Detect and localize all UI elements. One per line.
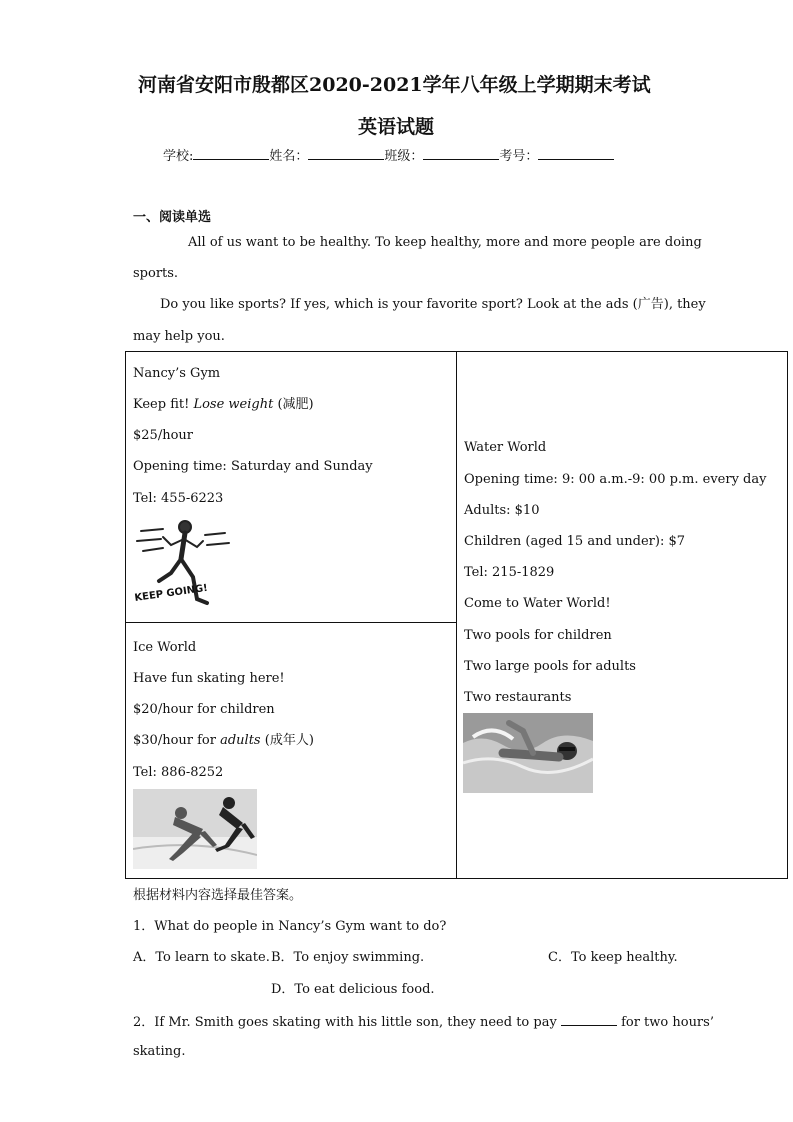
ice-tel: Tel: 886-8252 (133, 765, 224, 780)
runner-image (133, 515, 233, 613)
nancy-slogan (133, 397, 314, 413)
water-name: Water World (464, 440, 547, 455)
q2-stem-post: for two hours’ (616, 1015, 714, 1030)
nancy-tel: Tel: 455-6223 (133, 491, 224, 506)
intro-line-2: sports. (133, 266, 179, 281)
intro-line-4: may help you. (133, 329, 225, 344)
name-blank (308, 147, 384, 160)
q2-stem-pre: 2．If Mr. Smith goes skating with his little son, they need to pay (133, 1015, 561, 1030)
water-pools-adults: Two large pools for adults (464, 659, 636, 674)
q1-stem: 1．What do people in Nancy’s Gym want to do? (133, 919, 447, 934)
q2-stem (133, 1013, 714, 1031)
water-children: Children (aged 15 and under): $7 (464, 534, 686, 549)
water-restaurants: Two restaurants (464, 690, 572, 705)
q2-blank[interactable] (561, 1013, 617, 1026)
q1-option-c[interactable]: C．To keep healthy. (548, 950, 678, 965)
section-heading: 一、阅读单选 (133, 210, 212, 225)
skaters-image (133, 789, 257, 869)
ice-adults-post: (成年人) (260, 733, 314, 748)
name-label: 姓名： (269, 149, 309, 164)
ice-name: Ice World (133, 640, 197, 655)
ice-adults-em: adults (220, 733, 261, 748)
ice-fun: Have fun skating here! (133, 671, 285, 686)
school-label: 学校: (163, 149, 194, 164)
page-title: 河南省安阳市殷都区2020-2021学年八年级上学期期末考试 (138, 74, 651, 96)
class-blank (423, 147, 499, 160)
exam-no-label: 考号： (499, 149, 539, 164)
q1-option-d[interactable]: D．To eat delicious food. (271, 982, 435, 997)
q2-stem-line2: skating. (133, 1044, 186, 1059)
nancy-name: Nancy’s Gym (133, 366, 221, 381)
nancy-slogan-pre: Keep fit! (133, 397, 194, 412)
nancy-opening: Opening time: Saturday and Sunday (133, 459, 373, 474)
exam-no-blank (538, 147, 614, 160)
q1-option-b[interactable]: B．To enjoy swimming. (271, 950, 425, 965)
intro-line-3: Do you like sports? If yes, which is your favorite sport? Look at the ads (广告), they (160, 297, 706, 312)
water-tel: Tel: 215-1829 (464, 565, 555, 580)
runner-image-caption: KEEP GOING! (133, 582, 209, 604)
ice-adults-price (133, 733, 314, 749)
water-pools-children: Two pools for children (464, 628, 612, 643)
intro-line-1: All of us want to be healthy. To keep healthy, more and more people are doing (188, 235, 702, 250)
school-blank (193, 147, 269, 160)
swimmer-image (463, 713, 593, 793)
water-come: Come to Water World! (464, 596, 611, 611)
ice-children-price: $20/hour for children (133, 702, 275, 717)
questions-instruction: 根据材料内容选择最佳答案。 (133, 888, 303, 903)
page-subtitle: 英语试题 (358, 116, 435, 138)
q1-option-a[interactable]: A．To learn to skate. (133, 950, 270, 965)
info-fields (163, 147, 614, 165)
nancy-slogan-em: Lose weight (193, 397, 274, 412)
class-label: 班级： (384, 149, 424, 164)
nancy-slogan-post: (减肥) (273, 397, 314, 412)
nancy-price: $25/hour (133, 428, 193, 443)
water-adults: Adults: $10 (464, 503, 540, 518)
ice-adults-pre: $30/hour for (133, 733, 221, 748)
water-opening: Opening time: 9: 00 a.m.-9: 00 p.m. every day (464, 472, 767, 487)
